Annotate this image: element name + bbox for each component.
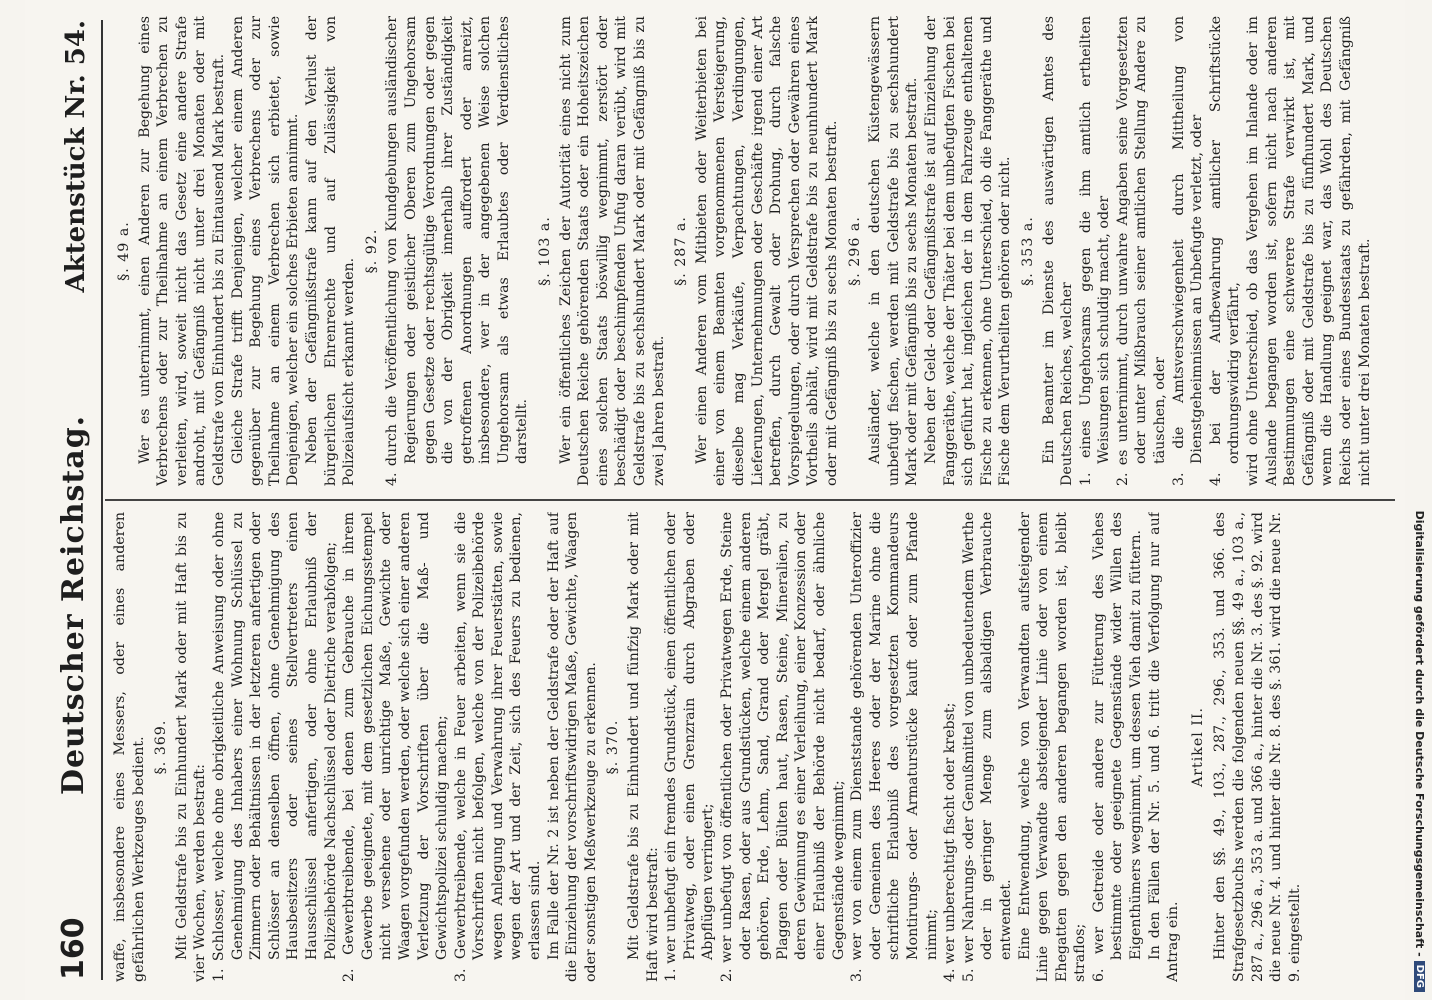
right-text-column: [111, 16, 1391, 486]
stamp-text: Digitalisierung gefördert durch die Deutsche Forschungsgemeinschaft -: [1413, 510, 1427, 957]
section-heading: §. 92.: [363, 228, 380, 274]
section-heading: §. 287 a.: [673, 216, 690, 286]
paragraph: Mit Geldstrafe bis zu Einhundert und fünfzig Mark oder mit Haft wird bestraft:: [626, 512, 661, 982]
paragraph: 6. wer Getreide oder andere zur Fütterung des Viehes bestimmte oder geeignete Gegenstände wider Willen des Eigenthümers wegnimmt, um dessen Vieh damit zu füttern.: [1090, 512, 1145, 982]
section-heading: §. 103 a.: [537, 216, 554, 286]
paragraph: 3. wer von einem zum Dienststande gehörenden Unteroffizier oder Gemeinen des Heeres oder der Marine ohne die schriftliche Erlaubniß des vorgesetzten Kommandeurs Montirungs- oder Armaturstücke kauft oder zum Pfande nimmt;: [849, 512, 940, 982]
paragraph: Eine Entwendung, welche von Verwandten aufsteigender Linie gegen Verwandte absteigender Linie oder von einem Ehegatten gegen den anderen begangen worden ist, bleibt straflos;: [1016, 512, 1089, 982]
paragraph: Neben der Gefängnißstrafe kann auf den Verlust der bürgerlichen Ehrenrechte und auf Zulässigkeit von Polizeiaufsicht erkannt werden.: [303, 16, 358, 486]
paragraph: 3. Gewerbtreibende, welche in Feuer arbeiten, wenn sie die Vorschriften nicht befolgen, welche von der Polizeibehörde wegen Anlegung und Verwahrung ihrer Feuerstätten, sowie wegen der Art und der Zeit, sich des Feuers zu bedienen, erlassen sind.: [452, 512, 544, 982]
section-heading: §. 49 a.: [116, 221, 132, 281]
paragraph: Mit Geldstrafe bis zu Einhundert Mark oder mit Haft bis zu vier Wochen, werden bestraft:: [173, 512, 209, 982]
paragraph: 2. Gewerbtreibende, bei denen zum Gebrauche in ihrem Gewerbe geeignete, mit dem gesetzlichen Eichungsstempel nicht versehene oder unrichtige Maße, Gewichte oder Waagen vorgefunden werden, oder welche sich einer anderen Verletzung der Vorschriften über die Maß- und Gewichtspolizei schuldig machen;: [341, 512, 451, 982]
paragraph: 1. eines Ungehorsams gegen die ihm amtlich ertheilten Weisungen sich schuldig macht, oder: [1077, 16, 1113, 486]
paragraph: 4. bei der Aufbewahrung amtlicher Schriftstücke ordnungswidrig verfährt,: [1207, 16, 1243, 486]
running-title: Deutscher Reichstag.: [56, 414, 91, 796]
column-divider: [105, 499, 1395, 501]
paragraph: Wer es unternimmt, einen Anderen zur Begehung eines Verbrechens oder zur Theilnahme an einem Verbrechen zu verleiten, wird, soweit nicht das Gesetz eine andere Strafe androht, mit Gefängniß nicht unter drei Monaten oder mit Geldstrafe von Einhundert bis zu Eintausend Mark bestraft.: [136, 16, 227, 486]
paragraph: Ausländer, welche in den deutschen Küstengewässern unbefugt fischen, werden mit Geldstrafe bis zu sechshundert Mark oder mit Gefängniß bis zu sechs Monaten bestraft.: [867, 16, 921, 486]
paragraph: 2. wer unbefugt von öffentlichen oder Privatwegen Erde, Steine oder Rasen, oder aus Grundstücken, welche einem anderen gehören, Erde, Lehm, Sand, Grand oder Mergel gräbt, Plaggen oder Bülten haut, Rasen, Steine, Mineralien, zu deren Gewinnung es einer Verleihung, einer Konzession oder einer Erlaubniß der Behörde nicht bedarf, oder ähnliche Gegenstände wegnimmt;: [719, 512, 847, 982]
rotated-document-page: [25, 0, 1405, 1000]
left-text-column: [111, 512, 1391, 982]
paragraph: 2. es unternimmt, durch unwahre Angaben seine Vorgesetzten oder unter Mißbrauch seiner amtlichen Stellung Andere zu täuschen, oder: [1114, 16, 1169, 486]
paragraph: 4. wer unberechtigt fischt oder krebst;: [942, 702, 959, 982]
paragraph: wird ohne Unterschied, ob das Vergehen im Inlande oder im Auslande begangen worden ist, sofern nicht nach anderen Bestimmungen eine schwerere Strafe verwirkt ist, mit Gefängniß oder mit Geldstrafe bis zu fünfhundert Mark, und wenn die Handlung geeignet war, das Wohl des Deutschen Reichs oder eines Bundesstaats zu gefährden, mit Gefängniß nicht unter drei Monaten bestraft.: [1245, 16, 1373, 486]
paragraph: 1. Schlosser, welche ohne obrigkeitliche Anweisung oder ohne Genehmigung des Inhabers einer Wohnung Schlüssel zu Zimmern oder Behältnissen in der letzteren anfertigen oder Schlösser an denselben öffnen, ohne Genehmigung des Hausbesitzers oder seines Stellvertreters einen Hausschlüssel anfertigen, oder ohne Erlaubniß der Polizeibehörde Nachschlüssel oder Dietriche verabfolgen;: [210, 512, 339, 982]
paragraph: Gleiche Strafe trifft Denjenigen, welcher einem Anderen gegenüber zur Begehung eines Verbrechens oder zur Theilnahme an einem Verbrechen sich erbietet, sowie Denjenigen, welcher ein solches Erbieten annimmt.: [229, 16, 302, 486]
page-header: [47, 20, 91, 980]
paragraph: Hinter den §§. 49., 103., 287., 296., 353. und 366. des Strafgesetzbuchs werden die folgenden neuen §§. 49 a., 103 a., 287 a., 296 a., 353 a. und 366 a., hinter die Nr. 3. des §. 92. wird die neue Nr. 4. und hinter die Nr. 8. des §. 361. wird die neue Nr. 9. eingestellt.: [1212, 512, 1303, 982]
header-rule: [101, 20, 103, 980]
section-heading: §. 296 a.: [846, 216, 863, 286]
paragraph: Neben der Geld- oder Gefängnißstrafe ist auf Einziehung der Fanggeräthe, welche der Thäter bei dem unbefugten Fischen bei sich geführt hat, ingleichen der in dem Fahrzeuge enthaltenen Fische zu erkennen, ohne Unterschied, ob die Fanggeräthe und Fische dem Verurtheilten gehören oder nicht.: [922, 16, 1014, 486]
paragraph: waffe, insbesondere eines Messers, oder eines anderen gefährlichen Werkzeuges bedient.: [112, 512, 147, 982]
section-heading: §. 369.: [153, 719, 170, 775]
section-heading: §. 353 a.: [1019, 216, 1036, 286]
section-heading: Artikel II.: [1189, 706, 1206, 788]
paragraph: Wer ein öffentliches Zeichen der Autorität eines nicht zum Deutschen Reiche gehörenden Staats oder ein Hoheitszeichen eines solchen Staats böswillig wegnimmt, zerstört oder beschädigt oder beschimpfenden Unfug daran verübt, wird mit Geldstrafe bis zu sechshundert Mark oder mit Gefängniß bis zu zwei Jahren bestraft.: [557, 16, 667, 486]
digitization-stamp: [1408, 0, 1432, 1000]
paragraph: 1. wer unbefugt ein fremdes Grundstück, einen öffentlichen oder Privatweg, oder einen Grenzrain durch Abgraben oder Abpflügen verringert;: [663, 512, 717, 982]
paragraph: 5. wer Nahrungs- oder Genußmittel von unbedeutendem Werthe oder in geringer Menge zum alsbaldigen Verbrauche entwendet.: [960, 512, 1014, 982]
dfg-logo: DFG: [1415, 961, 1426, 992]
document-number: Aktenstück Nr. 54.: [61, 20, 91, 293]
paragraph: 3. die Amtsverschwiegenheit durch Mittheilung von Dienstgeheimnissen an Unbefugte verletzt, oder: [1170, 16, 1206, 486]
section-heading: §. 370.: [605, 719, 622, 775]
page-number: 160: [56, 917, 91, 980]
paragraph: In den Fällen der Nr. 5. und 6. tritt die Verfolgung nur auf Antrag ein.: [1146, 512, 1182, 982]
paragraph: Wer einen Anderen vom Mitbieten oder Weiterbieten bei einer von einem Beamten vorgenommenen Versteigerung, dieselbe mag Verkäufe, Verpachtungen, Verdingungen, Lieferungen, Unternehmungen oder Geschäfte irgend einer Art betreffen, durch Gewalt oder Drohung, durch falsche Vorspiegelungen, oder durch Versprechen oder Gewähren eines Vortheils abhält, wird mit Geldstrafe bis zu neunhundert Mark oder mit Gefängniß bis zu sechs Monaten bestraft.: [693, 16, 840, 486]
paragraph: Im Falle der Nr. 2 ist neben der Geldstrafe oder der Haft auf die Einziehung der vorschriftswidrigen Maße, Gewichte, Waagen oder sonstigen Meßwerkzeuge zu erkennen.: [545, 512, 599, 982]
paragraph: Ein Beamter im Dienste des auswärtigen Amtes des Deutschen Reiches, welcher: [1040, 16, 1076, 486]
paragraph: 4. durch die Veröffentlichung von Kundgebungen ausländischer Regierungen oder geistlicher Oberen zum Ungehorsam gegen Gesetze oder rechtsgültige Verordnungen oder gegen die von der Obrigkeit innerhalb ihrer Zuständigkeit getroffenen Anordnungen auffordert oder anreizt, insbesondere, wer in der angegebenen Weise solchen Ungehorsam als etwas Erlaubtes oder Verdienstliches darstellt.: [384, 16, 531, 486]
